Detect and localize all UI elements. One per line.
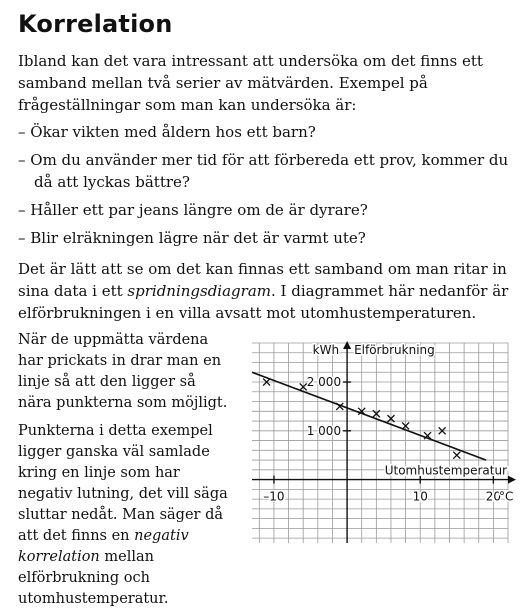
page-title: Korrelation (18, 10, 173, 38)
question-item: – Blir elräkningen lägre när det är varmt ute? (18, 229, 366, 247)
data-point (453, 452, 460, 459)
intro-paragraph: Ibland kan det vara intressant att undersöka om det finns ett samband mellan två serier av mätvärden. Exempel på frågeställningar som man kan undersöka är: (18, 52, 483, 114)
side-paragraph-1: När de uppmätta värdena har prickats in drar man en linje så att den ligger så nära punkterna som möjligt. (18, 332, 228, 411)
y-axis-unit: kWh (312, 343, 340, 357)
text-run: mellan elförbrukning och utomhustemperatur. (18, 549, 169, 607)
term-spridningsdiagram: spridningsdiagram (127, 282, 271, 300)
y-axis-label: Elförbrukning (354, 343, 435, 357)
x-tick-label: 20 (485, 489, 502, 504)
x-tick-label: –10 (263, 489, 285, 504)
text-run: Det är lätt att se om det kan finnas ett samband om man ritar in sina data i ett (18, 260, 507, 300)
text-run: . I diagrammet här nedanför är elförbrukningen i en villa avsatt mot utomhustemperaturen. (18, 282, 509, 322)
trend-line (252, 372, 486, 460)
question-item: – Om du använder mer tid för att förbereda ett prov, kommer du då att lyckas bättre? (18, 151, 509, 191)
text-run: Punkterna i detta exempel ligger ganska väl samlade kring en linje som har negativ lutning, det vill säga sluttar nedåt. Man säger då att det finns en (18, 423, 228, 544)
question-item: – Håller ett par jeans längre om de är dyrare? (18, 201, 368, 219)
x-axis-unit: °C (499, 489, 514, 504)
y-tick-label: 1 000 (306, 423, 342, 438)
x-axis-label: Utomhustemperatur (384, 463, 507, 478)
x-tick-label: 10 (412, 489, 428, 504)
term-negativ-korrelation: negativ korrelation (18, 528, 189, 565)
question-item: – Ökar vikten med åldern hos ett barn? (18, 123, 316, 141)
x-axis-arrow (508, 476, 516, 484)
y-axis-arrow (343, 341, 351, 349)
y-tick-label: 2 000 (306, 375, 342, 390)
